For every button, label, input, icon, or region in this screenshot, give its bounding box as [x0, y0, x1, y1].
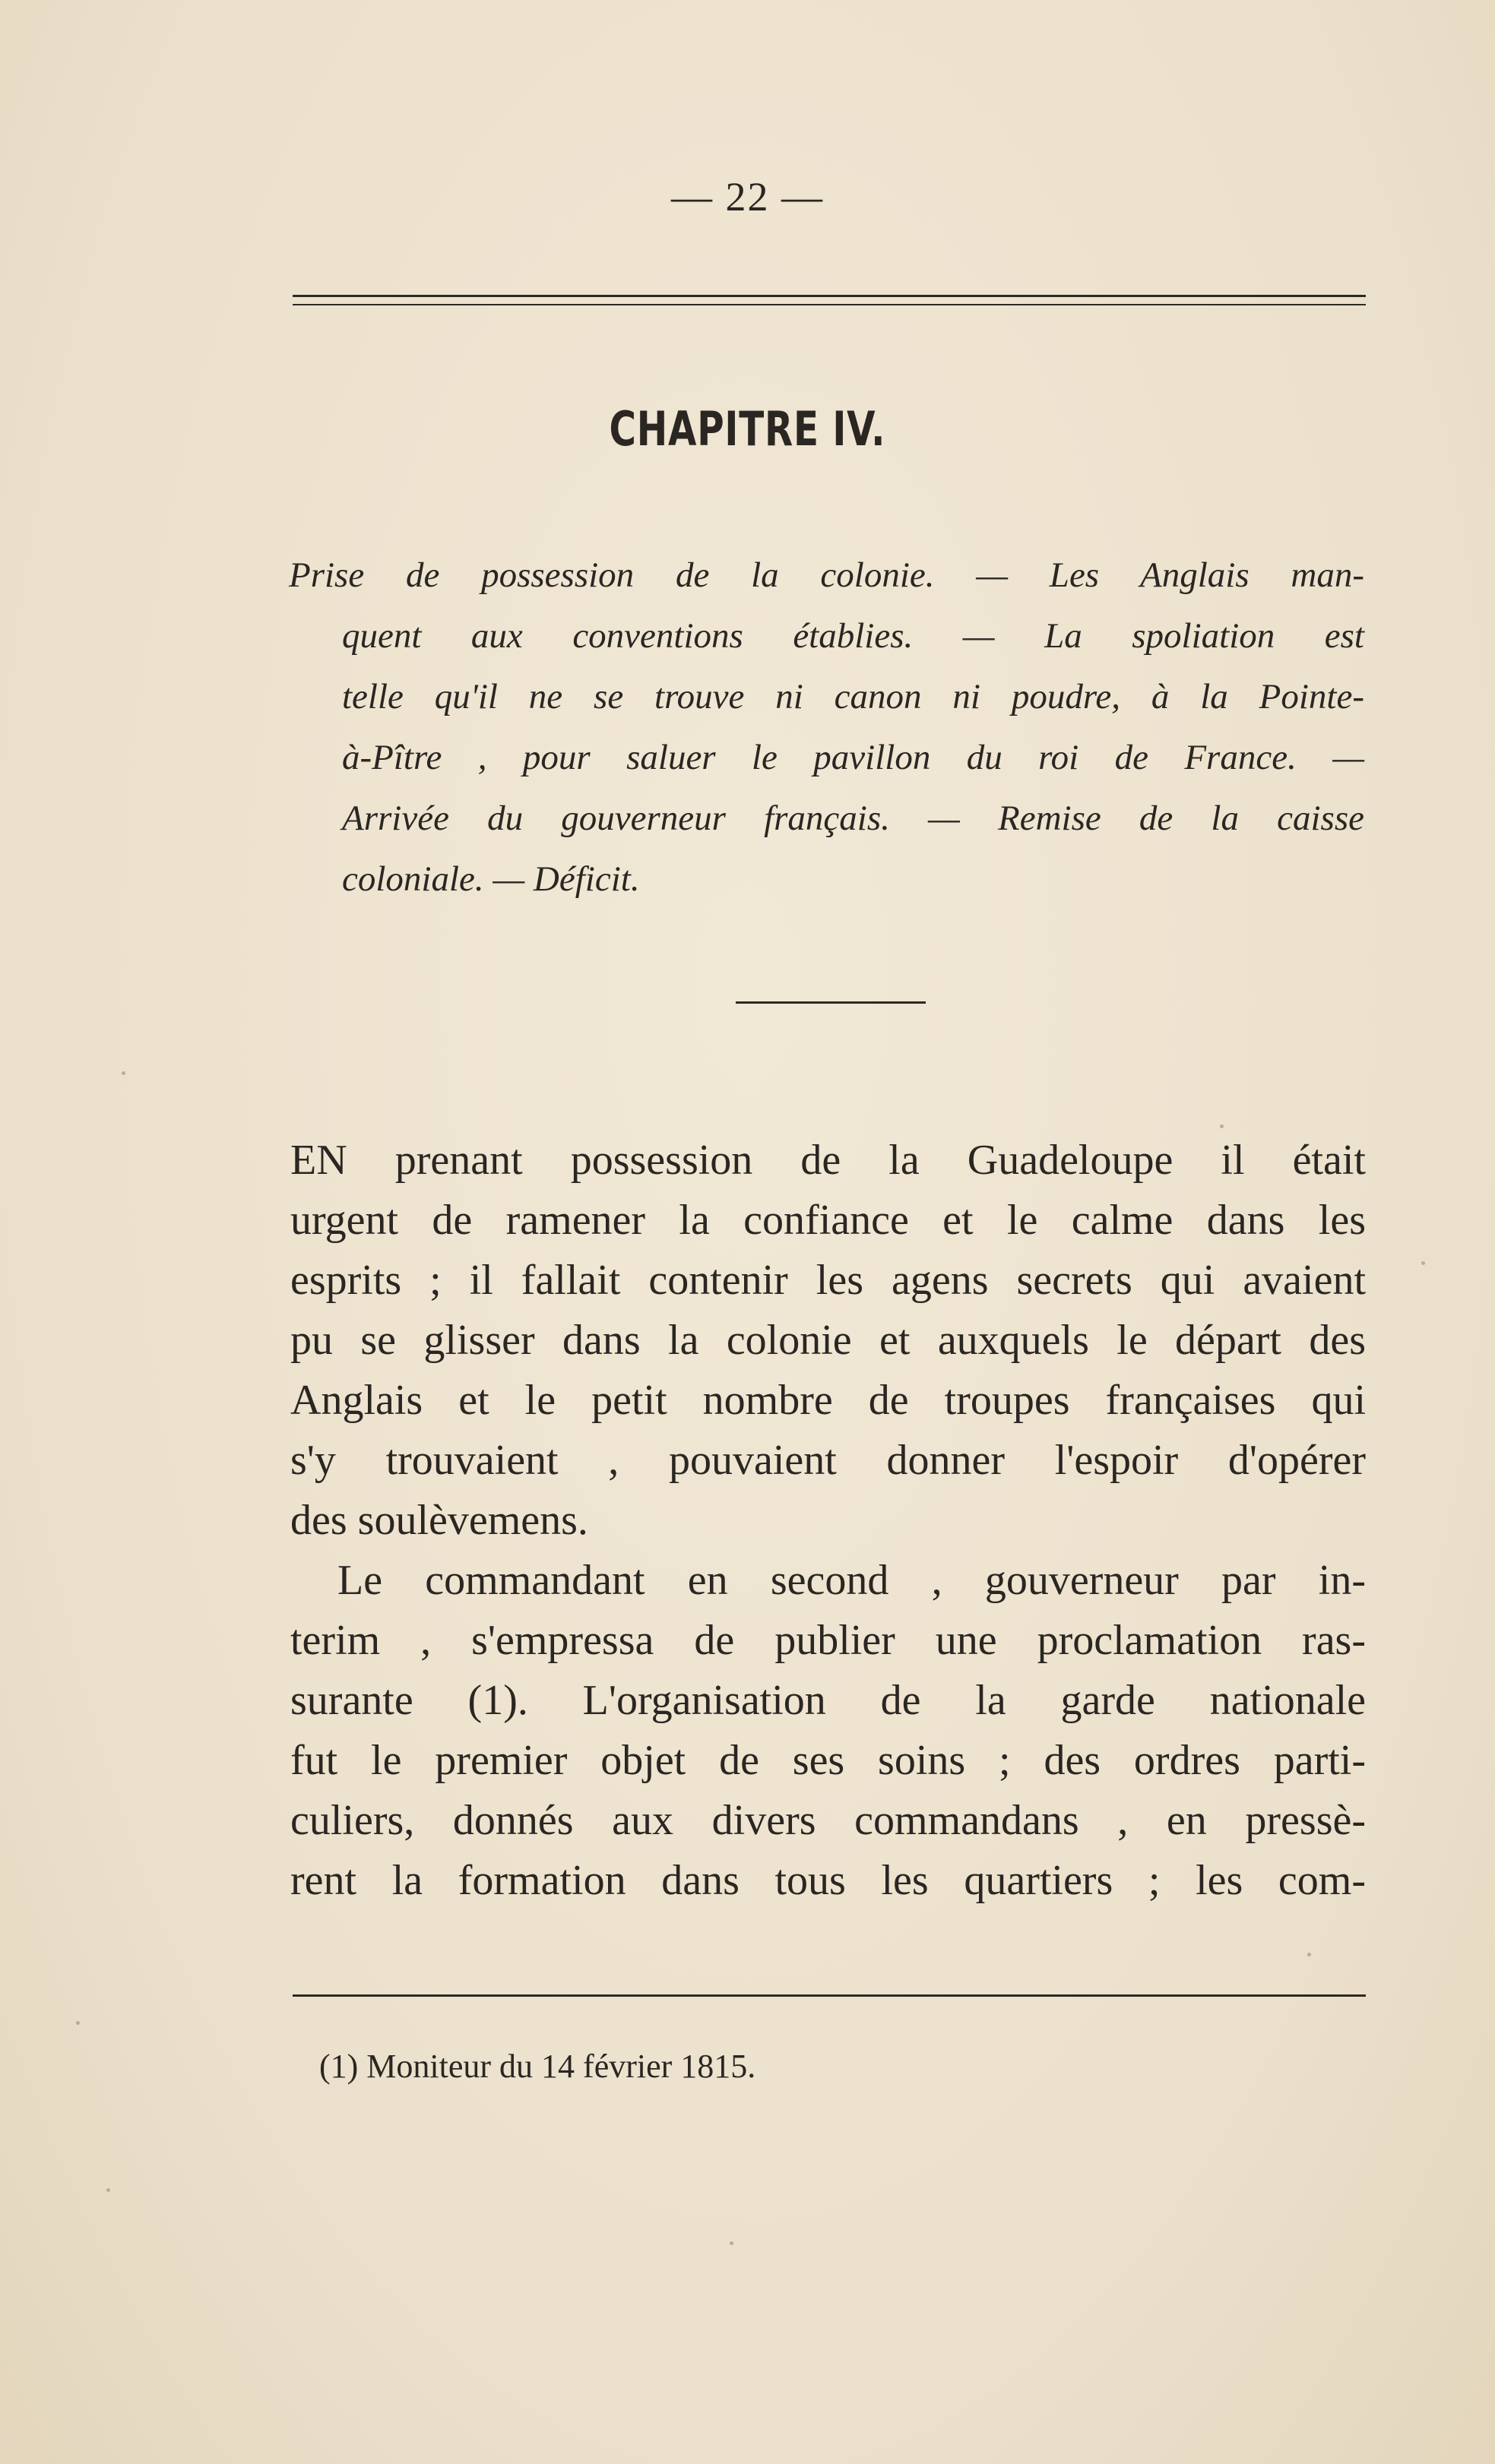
- summary-line: Prise de possession de la colonie. — Les Anglais man-: [289, 555, 1364, 595]
- body-line: esprits ; il fallait contenir les agens secrets qui avaient: [290, 1257, 1366, 1304]
- header-double-rule: [293, 295, 1366, 305]
- body-line: Anglais et le petit nombre de troupes françaises qui: [290, 1377, 1366, 1424]
- body-line: urgent de ramener la confiance et le calme dans les: [290, 1197, 1366, 1244]
- body-line: rent la formation dans tous les quartiers ; les com-: [290, 1857, 1366, 1904]
- body-text: [290, 1131, 1366, 1911]
- body-line: fut le premier objet de ses soins ; des ordres parti-: [290, 1737, 1366, 1784]
- paper-speck: [122, 1071, 125, 1075]
- body-line: terim , s'empressa de publier une proclamation ras-: [290, 1617, 1366, 1664]
- summary-line: quent aux conventions établies. — La spoliation est: [342, 616, 1364, 656]
- body-line: des soulèvemens.: [290, 1497, 588, 1544]
- paper-speck: [1421, 1261, 1425, 1265]
- footnote: (1) Moniteur du 14 février 1815.: [319, 2048, 756, 2085]
- body-line: surante (1). L'organisation de la garde nationale: [290, 1677, 1366, 1724]
- body-line: Le commandant en second , gouverneur par in-: [337, 1557, 1366, 1604]
- paper-speck: [1307, 1953, 1311, 1956]
- summary-line: coloniale. — Déficit.: [342, 859, 640, 899]
- paper-speck: [730, 2241, 733, 2245]
- body-line: EN prenant possession de la Guadeloupe il était: [290, 1137, 1366, 1184]
- paper-speck: [106, 2188, 110, 2192]
- chapter-summary: [289, 545, 1364, 909]
- paper-speck: [1220, 1124, 1224, 1128]
- body-line: pu se glisser dans la colonie et auxquels le départ des: [290, 1317, 1366, 1364]
- paper-speck: [76, 2021, 80, 2025]
- body-line: culiers, donnés aux divers commandans , en pressè-: [290, 1797, 1366, 1844]
- body-line: s'y trouvaient , pouvaient donner l'espoir d'opérer: [290, 1437, 1366, 1484]
- summary-line: à-Pître , pour saluer le pavillon du roi de France. —: [342, 738, 1364, 777]
- summary-line: telle qu'il ne se trouve ni canon ni poudre, à la Pointe-: [342, 677, 1364, 716]
- summary-line: Arrivée du gouverneur français. — Remise de la caisse: [342, 799, 1364, 838]
- footnote-rule: [293, 1994, 1366, 1997]
- page-number: — 22 —: [671, 174, 824, 220]
- section-divider: [736, 1001, 926, 1004]
- chapter-title: CHAPITRE IV.: [609, 401, 886, 457]
